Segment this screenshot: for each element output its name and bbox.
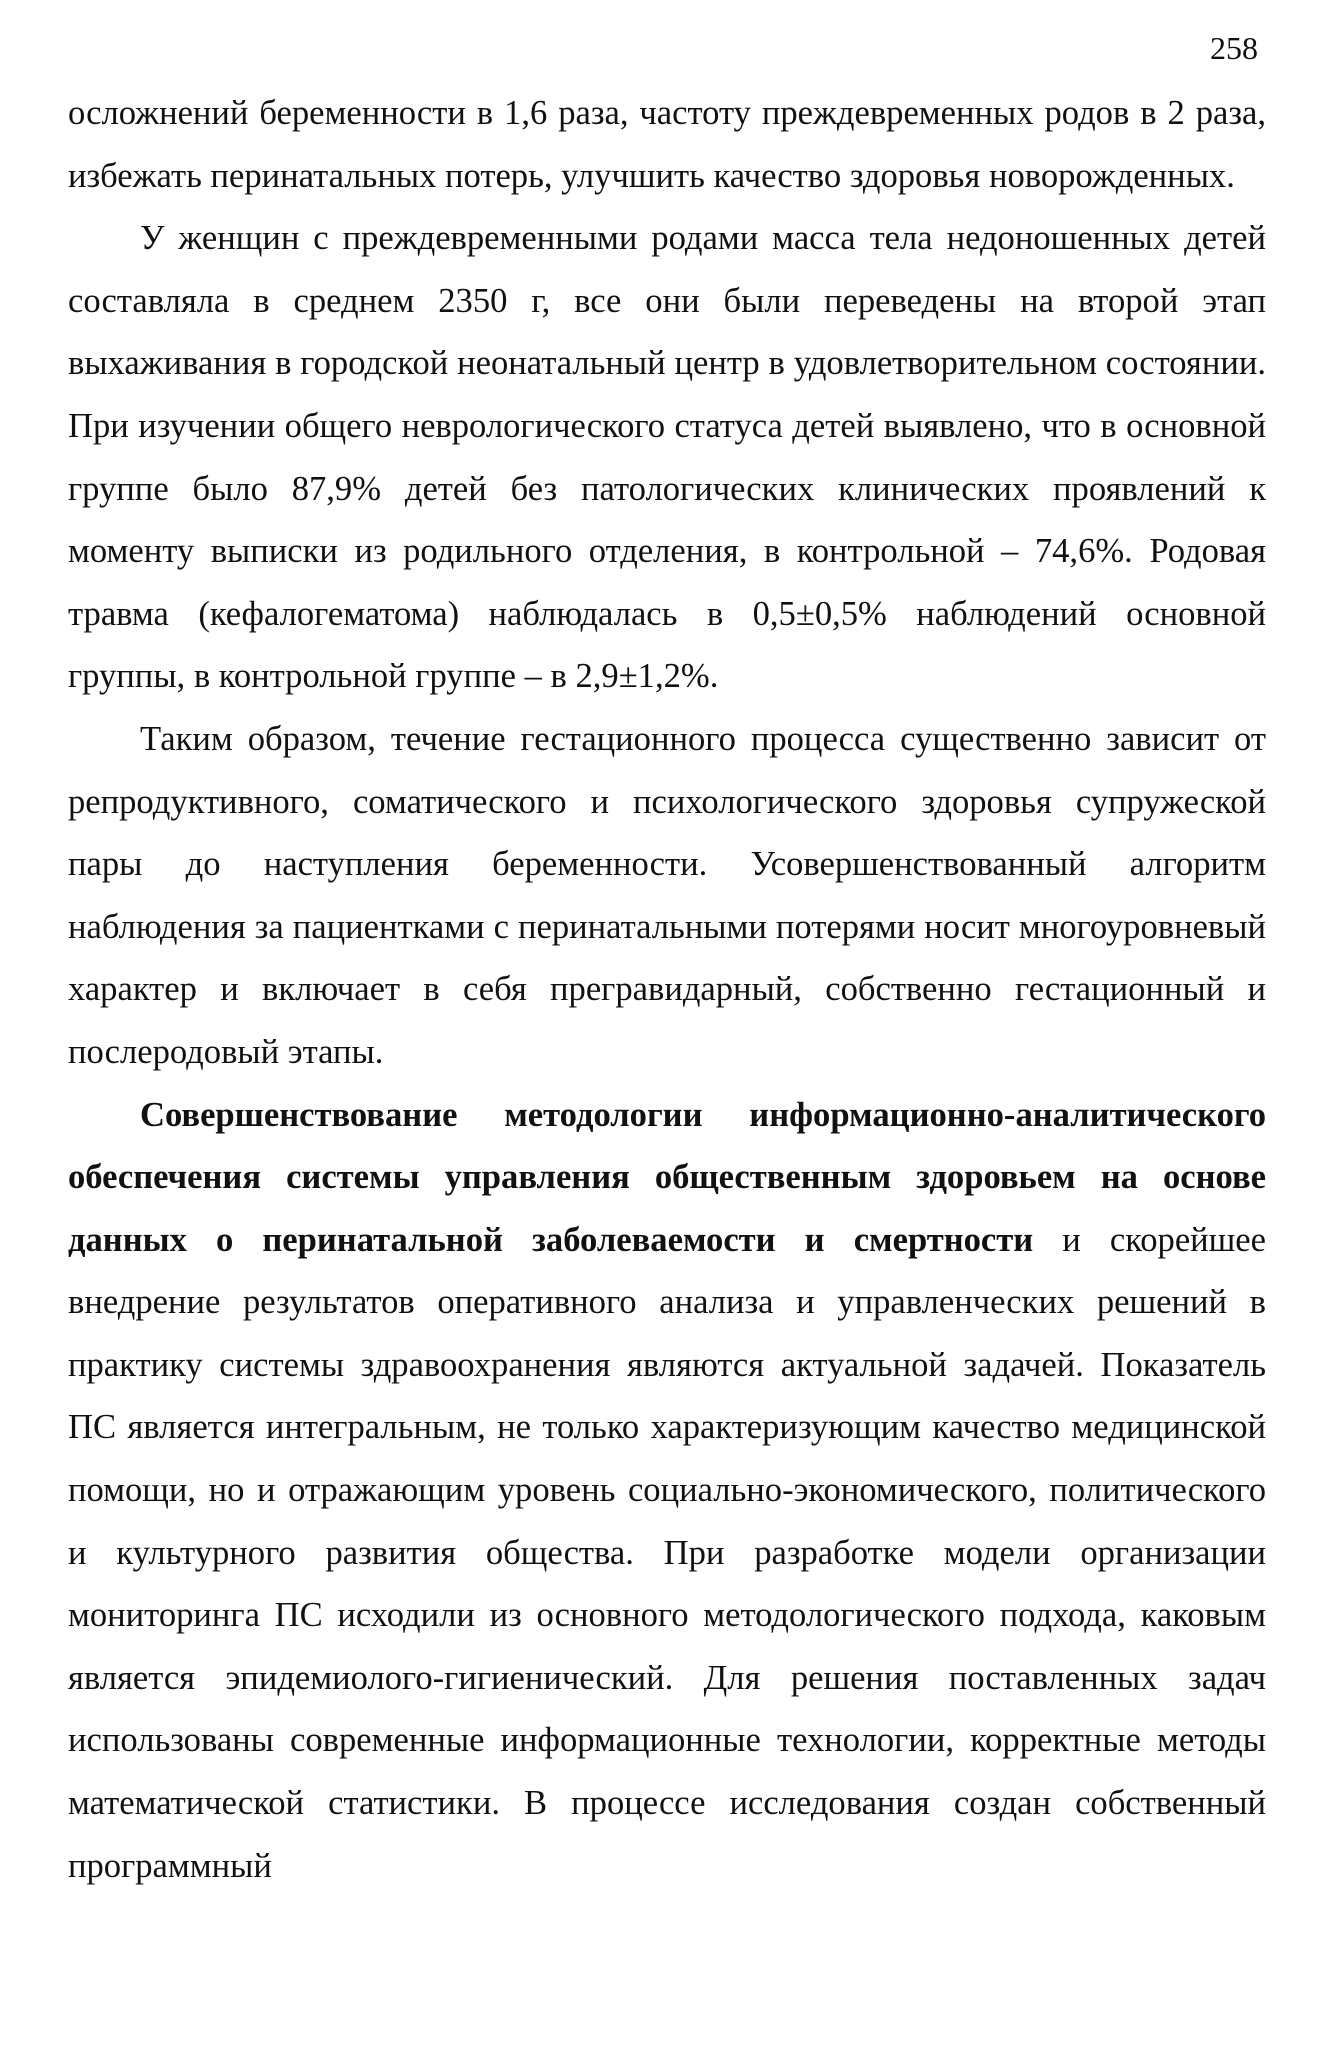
- paragraph-conclusion: Таким образом, течение гестационного процесса существенно зависит от репродуктивного, соматического и психологического здоровья супружеской пары до наступления беременности. Усовершенствованный алгоритм наблюдения за пациентками с перинатальными потерями носит многоуровневый характер и включает в себя прегравидарный, собственно гестационный и послеродовый этапы.: [68, 719, 1266, 1071]
- paragraph-continuation: осложнений беременности в 1,6 раза, частоту преждевременных родов в 2 раза, избежать перинатальных потерь, улучшить качество здоровья новорожденных.: [68, 94, 1266, 195]
- paragraph-newborn-outcomes: У женщин с преждевременными родами масса тела недоношенных детей составляла в среднем 2350 г, все они были переведены на второй этап выхаживания в городской неонатальный центр в удовлетворительном состоянии. При изучении общего неврологического статуса детей выявлено, что в основной группе было 87,9% детей без патологических клинических проявлений к моменту выписки из родильного отделения, в контрольной – 74,6%. Родовая травма (кефалогематома) наблюдалась в 0,5±0,5% наблюдений основной группы, в контрольной группе – в 2,9±1,2%.: [68, 219, 1266, 696]
- paragraph-methodology-text: и скорейшее внедрение результатов оперативного анализа и управленческих решений в практику системы здравоохранения являются актуальной задачей. Показатель ПС является интегральным, не только характеризующим качество медицинской помощи, но и отражающим уровень социально-экономического, политического и культурного развития общества. При разработке модели организации мониторинга ПС исходили из основного методологического подхода, каковым является эпидемиолого-гигиенический. Для решения поставленных задач использованы современные информационные технологии, корректные методы математической статистики. В процессе исследования создан собственный программный: [68, 1220, 1266, 1885]
- document-body: [68, 82, 1266, 1897]
- page-number: 258: [1210, 30, 1258, 66]
- paragraph-methodology: [68, 1084, 1266, 1898]
- emphasis-heading-text: Совершенствование методологии информационно-аналитического обеспечения системы управления общественным здоровьем на основе данных о перинатальной заболеваемости и смертности: [68, 1095, 1266, 1259]
